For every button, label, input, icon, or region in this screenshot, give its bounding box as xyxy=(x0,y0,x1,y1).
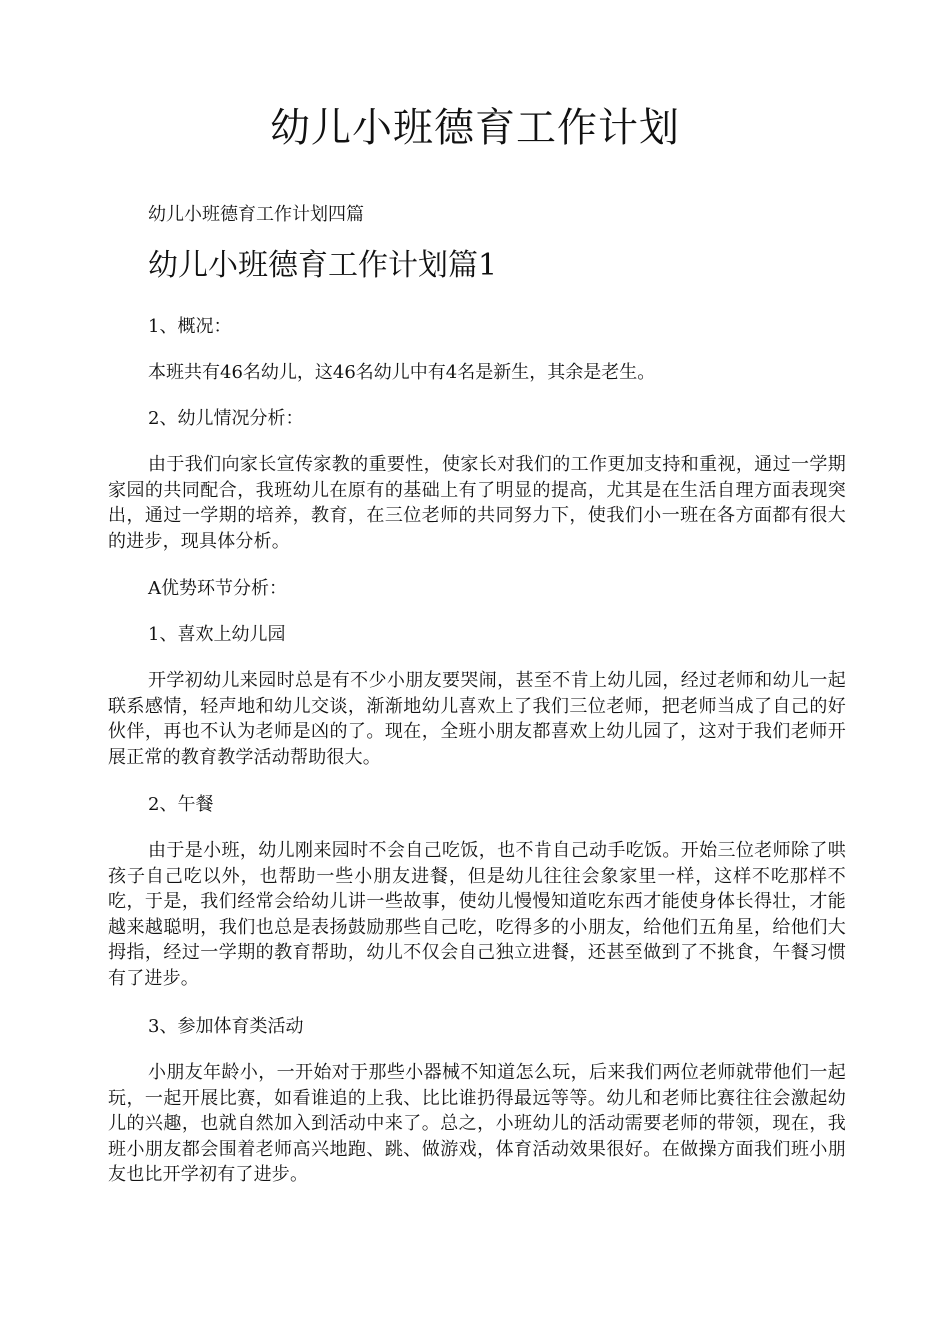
section-title: 幼儿小班德育工作计划篇1 xyxy=(148,248,498,283)
item3-heading: 3、参加体育类活动 xyxy=(148,1016,304,1037)
item2-paragraph: 由于是小班，幼儿刚来园时不会自己吃饭，也不肯自己动手吃饭。开始三位老师除了哄孩子自己吃以外，也帮助一些小朋友进餐，但是幼儿往往会象家里一样，这样不吃那样不吃，于是，我们经常会给幼儿讲一些故事，使幼儿慢慢知道吃东西才能使身体长得壮，才能越来越聪明，我们也总是表扬鼓励那些自己吃，吃得多的小朋友，给他们五角星，给他们大拇指，经过一学期的教育帮助，幼儿不仅会自己独立进餐，还甚至做到了不挑食，午餐习惯有了进步。 xyxy=(108,840,846,989)
item1-paragraph: 开学初幼儿来园时总是有不少小朋友要哭闹，甚至不肯上幼儿园，经过老师和幼儿一起联系感情，轻声地和幼儿交谈，渐渐地幼儿喜欢上了我们三位老师，把老师当成了自己的好伙伴，再也不认为老师是凶的了。现在，全班小朋友都喜欢上幼儿园了，这对于我们老师开展正常的教育教学活动帮助很大。 xyxy=(108,670,846,768)
item1-heading: 1、喜欢上幼儿园 xyxy=(148,624,286,645)
document-title: 幼儿小班德育工作计划 xyxy=(270,105,680,151)
analysis-paragraph: 由于我们向家长宣传家教的重要性，使家长对我们的工作更加支持和重视，通过一学期家园的共同配合，我班幼儿在原有的基础上有了明显的提高，尤其是在生活自理方面表现突出，通过一学期的培养，教育，在三位老师的共同努力下，使我们小一班在各方面都有很大的进步，现具体分析。 xyxy=(108,454,846,552)
analysis-heading: 2、幼儿情况分析： xyxy=(148,408,304,429)
advantage-heading: A优势环节分析： xyxy=(148,578,287,599)
item2-heading: 2、午餐 xyxy=(148,794,214,815)
item3-paragraph: 小朋友年龄小，一开始对于那些小器械不知道怎么玩，后来我们两位老师就带他们一起玩，一起开展比赛，如看谁追的上我、比比谁扔得最远等等。幼儿和老师比赛往往会激起幼儿的兴趣，也就自然加入到活动中来了。总之，小班幼儿的活动需要老师的带领，现在，我班小朋友都会围着老师高兴地跑、跳、做游戏，体育活动效果很好。在做操方面我们班小朋友也比开学初有了进步。 xyxy=(108,1062,846,1186)
overview-text: 本班共有46名幼儿，这46名幼儿中有4名是新生，其余是老生。 xyxy=(148,362,656,383)
document-subtitle: 幼儿小班德育工作计划四篇 xyxy=(148,204,364,225)
overview-heading: 1、概况： xyxy=(148,316,232,337)
